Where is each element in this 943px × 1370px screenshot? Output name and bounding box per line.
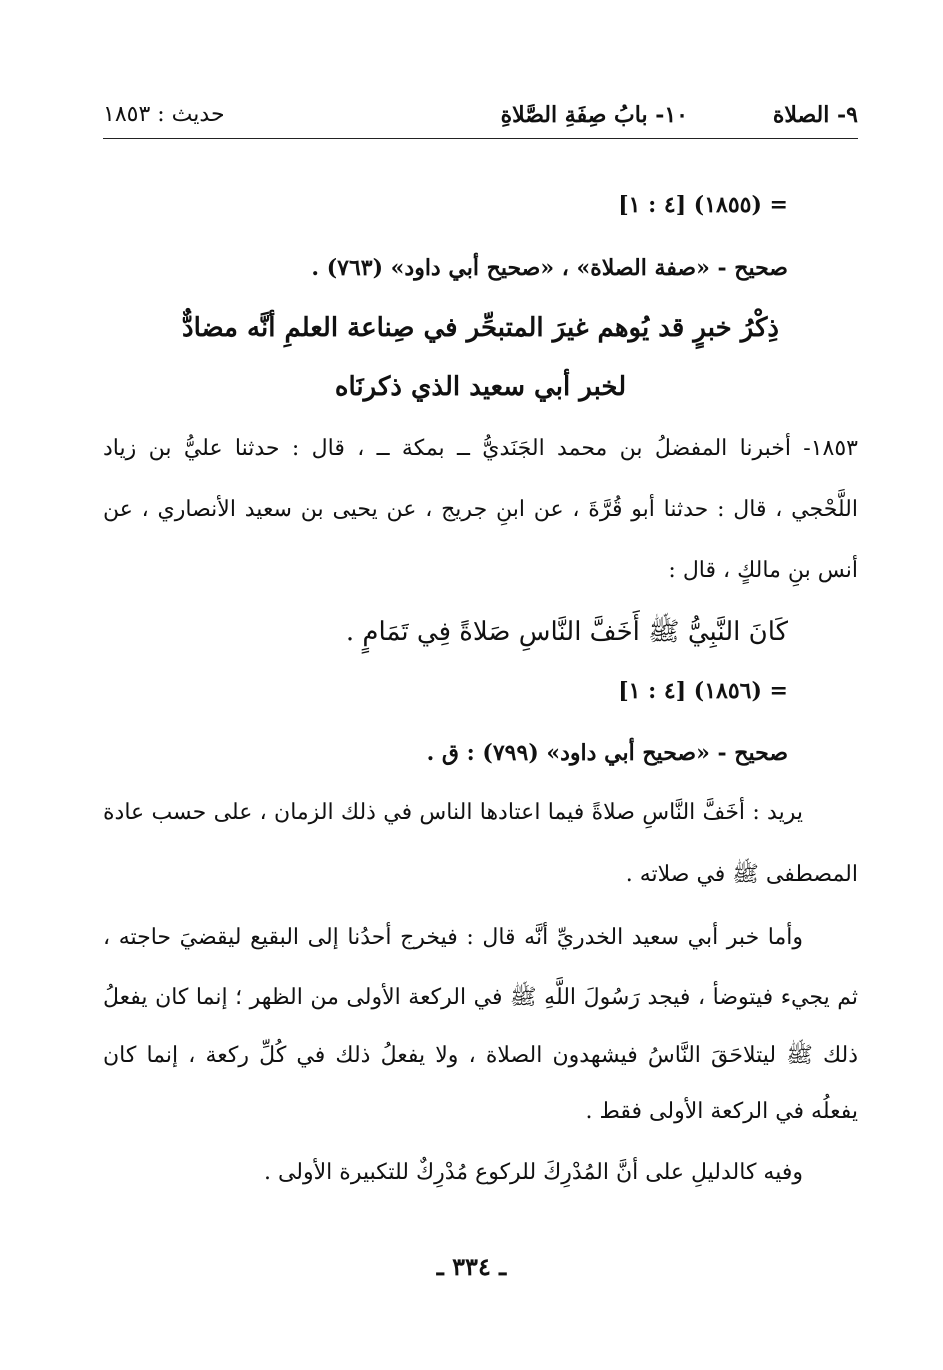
- commentary-line: المصطفى ﷺ في صلاته .: [625, 862, 858, 887]
- isnad-line: ١٨٥٣- أخبرنا المفضلُ بن محمد الجَنَديُّ ــ بمكة ــ ، قال : حدثنا عليُّ بن زياد: [103, 436, 858, 461]
- cross-reference: = (١٨٥٥) [٤ : ١]: [618, 192, 788, 218]
- section-title: ١٠- بابُ صِفَةِ الصَّلاةِ: [500, 102, 688, 128]
- commentary-line: يريد : أخَفَّ النَّاسِ صلاةً فيما اعتادها الناس في ذلك الزمان ، على حسب عادة: [103, 800, 803, 825]
- isnad-line: أنس بنِ مالكٍ ، قال :: [668, 558, 858, 583]
- hadith-text: كَانَ النَّبِيُّ ﷺ أَخَفَّ النَّاسِ صَلاةً فِي تَمَامٍ .: [345, 617, 788, 647]
- section-heading-line-2: لخبر أبي سعيد الذي ذكرنَاه: [334, 372, 627, 402]
- commentary-line: يفعلُه في الركعة الأولى فقط .: [585, 1099, 858, 1124]
- commentary-line: وفيه كالدليلِ على أنَّ المُدْرِكَ للركوع مُدْرِكٌ للتكبيرة الأولى .: [263, 1160, 803, 1185]
- commentary-line: وأما خبر أبي سعيد الخدريِّ أنَّه قال : فيخرج أحدُنا إلى البقيع ليقضيَ حاجته ،: [103, 925, 803, 950]
- grading-note: صحيح - «صحيح أبي داود» (٧٩٩) : ق .: [426, 740, 788, 766]
- running-header: [103, 98, 858, 139]
- section-heading-line-1: ذِكْرُ خبرٍ قد يُوهم غيرَ المتبحِّر في صِناعة العلمِ أنَّه مضادٌّ: [182, 313, 779, 343]
- chapter-title: ٩- الصلاة: [772, 102, 858, 128]
- page-number: ـ ٣٣٤ ـ: [436, 1252, 507, 1281]
- commentary-line: ذلك ﷺ ليتلاحَقَ النَّاسُ فيشهدون الصلاة ، ولا يفعلُ ذلك في كُلِّ ركعة ، إنما كان: [103, 1043, 858, 1068]
- grading-note: صحيح - «صفة الصلاة» ، «صحيح أبي داود» (٧٦٣) .: [311, 255, 788, 281]
- hadith-reference: حديث : ١٨٥٣: [103, 102, 225, 127]
- cross-reference: = (١٨٥٦) [٤ : ١]: [618, 678, 788, 704]
- commentary-line: ثم يجيء فيتوضأ ، فيجد رَسُولَ اللَّهِ ﷺ في الركعة الأولى من الظهر ؛ إنما كان يفعلُ: [103, 985, 858, 1010]
- isnad-line: اللَّحْجي ، قال : حدثنا أبو قُرَّةَ ، عن ابنِ جريج ، عن يحيى بن سعيد الأنصاري ، عن: [103, 497, 858, 522]
